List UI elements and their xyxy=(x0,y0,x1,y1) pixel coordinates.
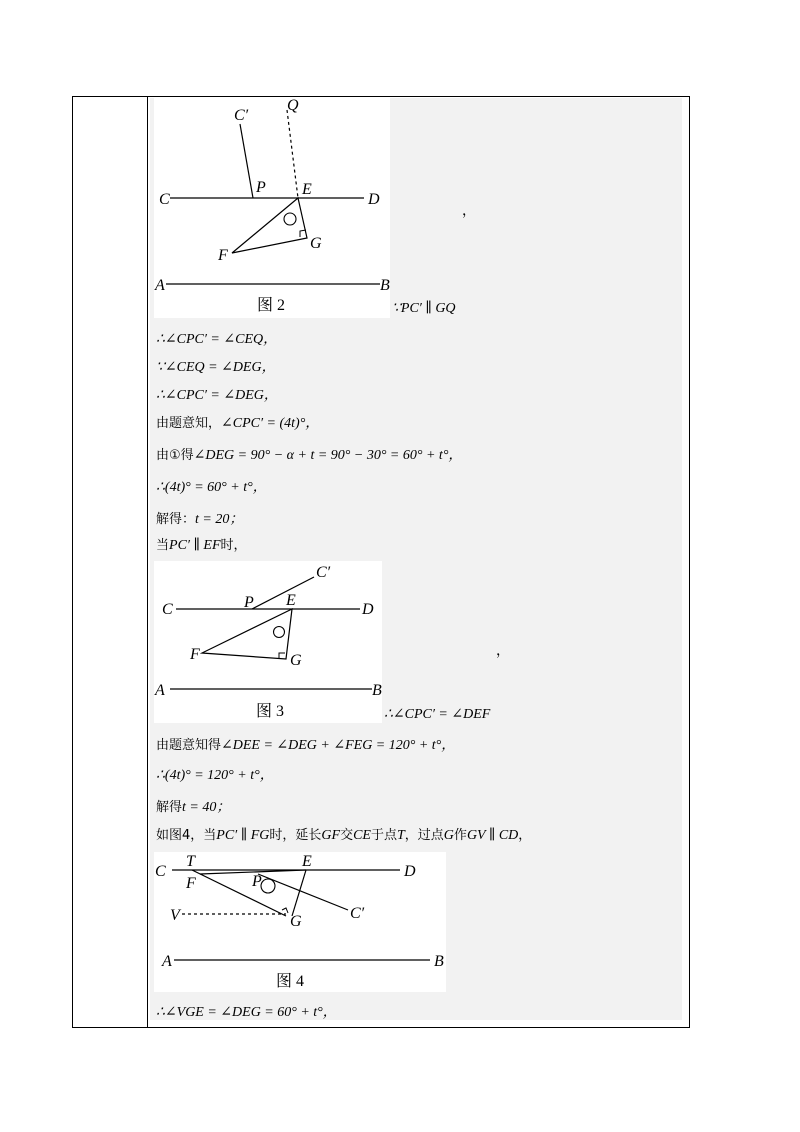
proof-line-2: ∵∠CEQ = ∠DEG， xyxy=(156,360,276,375)
proof-line-9-text: 由题意知得 xyxy=(156,738,222,753)
label-p: P xyxy=(256,179,266,196)
label-t: T xyxy=(186,853,195,870)
label-v: V xyxy=(170,907,180,924)
proof-line-5-text: 由①得 xyxy=(156,448,194,463)
figure-3-trailing-comma: ， xyxy=(496,644,510,659)
proof-line-8-text-a: 当 xyxy=(156,538,170,553)
label-b: B xyxy=(372,682,382,699)
proof-line-12 xyxy=(156,824,531,844)
label-f: F xyxy=(190,646,200,663)
proof-line-11-text: 解得 xyxy=(156,800,183,815)
figure-3-caption: 图 3 xyxy=(256,703,285,720)
proof-line-13: ∴∠VGE = ∠DEG = 60° + t°， xyxy=(156,1005,337,1020)
label-p: P xyxy=(252,873,262,890)
figure-4-caption: 图 4 xyxy=(276,973,305,990)
proof-line-4 xyxy=(156,412,319,432)
proof-line-12-h: T xyxy=(396,828,405,843)
label-c: C xyxy=(155,863,166,880)
label-a: A xyxy=(162,953,172,970)
proof-line-11-math: t = 40； xyxy=(182,800,231,815)
proof-line-11 xyxy=(156,796,230,816)
proof-line-4-math: ∠CPC′ = (4t)°， xyxy=(221,416,320,431)
label-b: B xyxy=(434,953,444,970)
proof-line-9-math: ∠DEE = ∠DEG + ∠FEG = 120° + t°， xyxy=(221,738,456,753)
label-a: A xyxy=(155,277,165,294)
proof-line-12-f: CE xyxy=(353,828,371,843)
proof-line-7-math: t = 20； xyxy=(195,512,244,527)
figure-2 xyxy=(154,98,390,318)
proof-line-8-text-b: 时， xyxy=(220,538,247,553)
figure-4 xyxy=(154,852,446,992)
label-f: F xyxy=(186,875,196,892)
proof-line-12-k: 作 xyxy=(453,828,467,843)
label-b: B xyxy=(380,277,390,294)
proof-line-12-m: ， xyxy=(518,828,532,843)
label-q: Q xyxy=(287,98,299,114)
label-c-prime: C′ xyxy=(234,107,249,124)
column-divider xyxy=(147,96,148,1028)
proof-line-12-i: ，过点 xyxy=(404,828,444,843)
label-c: C xyxy=(162,601,173,618)
figure-2-caption: 图 2 xyxy=(257,297,286,314)
label-g: G xyxy=(310,235,322,252)
figure-3-note: ∴∠CPC′ = ∠DEF xyxy=(384,707,491,722)
proof-line-12-g: 于点 xyxy=(370,828,397,843)
proof-line-10: ∴(4t)° = 120° + t°， xyxy=(156,768,274,783)
label-c-prime: C′ xyxy=(316,564,331,581)
label-g: G xyxy=(290,913,302,930)
proof-line-7-text: 解得： xyxy=(156,512,196,527)
figure-2-diagram xyxy=(154,98,390,318)
proof-line-9 xyxy=(156,734,455,754)
label-c: C xyxy=(159,191,170,208)
label-f: F xyxy=(218,247,228,264)
figure-2-note: ∵PC′ ∥ GQ xyxy=(392,301,456,316)
label-g: G xyxy=(290,652,302,669)
label-a: A xyxy=(155,682,165,699)
proof-line-4-text: 由题意知， xyxy=(156,416,222,431)
proof-line-5-math: ∠DEG = 90° − α + t = 90° − 30° = 60° + t°， xyxy=(193,448,463,463)
figure-4-diagram xyxy=(154,852,446,992)
figure-3-diagram xyxy=(154,561,382,723)
label-p: P xyxy=(244,594,254,611)
label-e: E xyxy=(302,181,312,198)
proof-line-5 xyxy=(156,444,462,464)
label-d: D xyxy=(368,191,380,208)
label-d: D xyxy=(404,863,416,880)
proof-line-12-b: PC′ ∥ FG xyxy=(216,828,270,843)
figure-2-trailing-comma: ， xyxy=(462,204,476,219)
proof-line-8 xyxy=(156,534,247,554)
proof-line-12-a: 如图4，当 xyxy=(156,828,217,843)
proof-line-1: ∴∠CPC′ = ∠CEQ， xyxy=(156,332,278,347)
proof-line-7 xyxy=(156,508,243,528)
proof-line-12-d: GF xyxy=(321,828,341,843)
label-d: D xyxy=(362,601,374,618)
proof-line-12-j: G xyxy=(443,828,454,843)
label-e: E xyxy=(302,853,312,870)
proof-line-12-l: GV ∥ CD xyxy=(466,828,519,843)
label-c-prime: C′ xyxy=(350,905,365,922)
proof-line-3: ∴∠CPC′ = ∠DEG， xyxy=(156,388,278,403)
proof-line-12-c: 时，延长 xyxy=(269,828,322,843)
proof-line-6: ∴(4t)° = 60° + t°， xyxy=(156,480,267,495)
proof-line-12-e: 交 xyxy=(340,828,354,843)
label-e: E xyxy=(286,592,296,609)
figure-3 xyxy=(154,561,382,723)
proof-line-8-math: PC′ ∥ EF xyxy=(169,538,221,553)
